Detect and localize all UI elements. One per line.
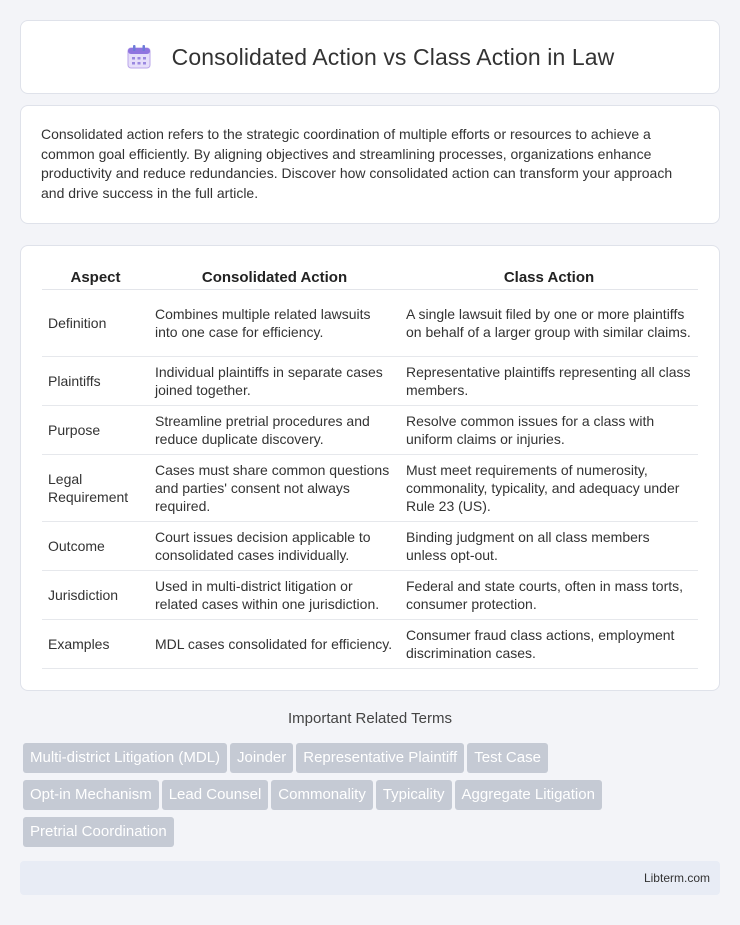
table-row [42,620,698,669]
cell-aspect: Examples [42,620,149,669]
header-card [20,20,720,94]
cell-aspect: Jurisdiction [42,571,149,620]
cell-consolidated: Streamline pretrial procedures and reduce duplicate discovery. [149,406,400,455]
cell-consolidated: Used in multi-district litigation or related cases within one jurisdiction. [149,571,400,620]
term-tag[interactable]: Multi-district Litigation (MDL) [23,743,227,773]
header-consolidated: Consolidated Action [149,266,400,290]
cell-consolidated: Individual plaintiffs in separate cases joined together. [149,357,400,406]
term-tag[interactable]: Pretrial Coordination [23,817,174,847]
table-row [42,290,698,357]
table-header-row [42,266,698,290]
cell-aspect: Outcome [42,522,149,571]
cell-aspect: Plaintiffs [42,357,149,406]
comparison-card [20,245,720,691]
term-tag[interactable]: Lead Counsel [162,780,269,810]
cell-class: A single lawsuit filed by one or more plaintiffs on behalf of a larger group with similar claims. [400,290,698,357]
table-row [42,571,698,620]
comparison-table [42,266,698,669]
cell-aspect: Purpose [42,406,149,455]
term-tag[interactable]: Joinder [230,743,293,773]
term-tag[interactable]: Representative Plaintiff [296,743,464,773]
footer-site-link[interactable]: Libterm.com [643,871,710,885]
cell-consolidated: Cases must share common questions and parties' consent not always required. [149,455,400,522]
cell-aspect: Definition [42,290,149,357]
header-aspect: Aspect [42,266,149,290]
related-terms-list [23,743,723,854]
cell-class: Representative plaintiffs representing all class members. [400,357,698,406]
cell-consolidated: Combines multiple related lawsuits into one case for efficiency. [149,290,400,357]
calendar-icon [126,44,152,70]
page-title: Consolidated Action vs Class Action in Law [171,43,615,70]
term-tag[interactable]: Commonality [271,780,373,810]
cell-class: Consumer fraud class actions, employment discrimination cases. [400,620,698,669]
term-tag[interactable]: Typicality [376,780,452,810]
cell-consolidated: Court issues decision applicable to consolidated cases individually. [149,522,400,571]
term-tag[interactable]: Test Case [467,743,548,773]
cell-class: Resolve common issues for a class with uniform claims or injuries. [400,406,698,455]
intro-text: Consolidated action refers to the strategic coordination of multiple efforts or resources to achieve a common goal efficiently. By aligning objectives and streamlining processes, organizations enhance productivity and reduce redundancies. Discover how consolidated action can transform your approach and drive success in the full article. [41,126,673,201]
term-tag[interactable]: Aggregate Litigation [455,780,602,810]
cell-aspect: Legal Requirement [42,455,149,522]
table-row [42,455,698,522]
related-terms-title: Important Related Terms [288,710,452,727]
table-row [42,522,698,571]
term-tag[interactable]: Opt-in Mechanism [23,780,159,810]
table-row [42,406,698,455]
cell-class: Federal and state courts, often in mass torts, consumer protection. [400,571,698,620]
header-class: Class Action [400,266,698,290]
cell-class: Binding judgment on all class members unless opt-out. [400,522,698,571]
table-row [42,357,698,406]
intro-card [20,105,720,224]
cell-class: Must meet requirements of numerosity, commonality, typicality, and adequacy under Rule 23 (US). [400,455,698,522]
cell-consolidated: MDL cases consolidated for efficiency. [149,620,400,669]
footer [20,861,720,895]
